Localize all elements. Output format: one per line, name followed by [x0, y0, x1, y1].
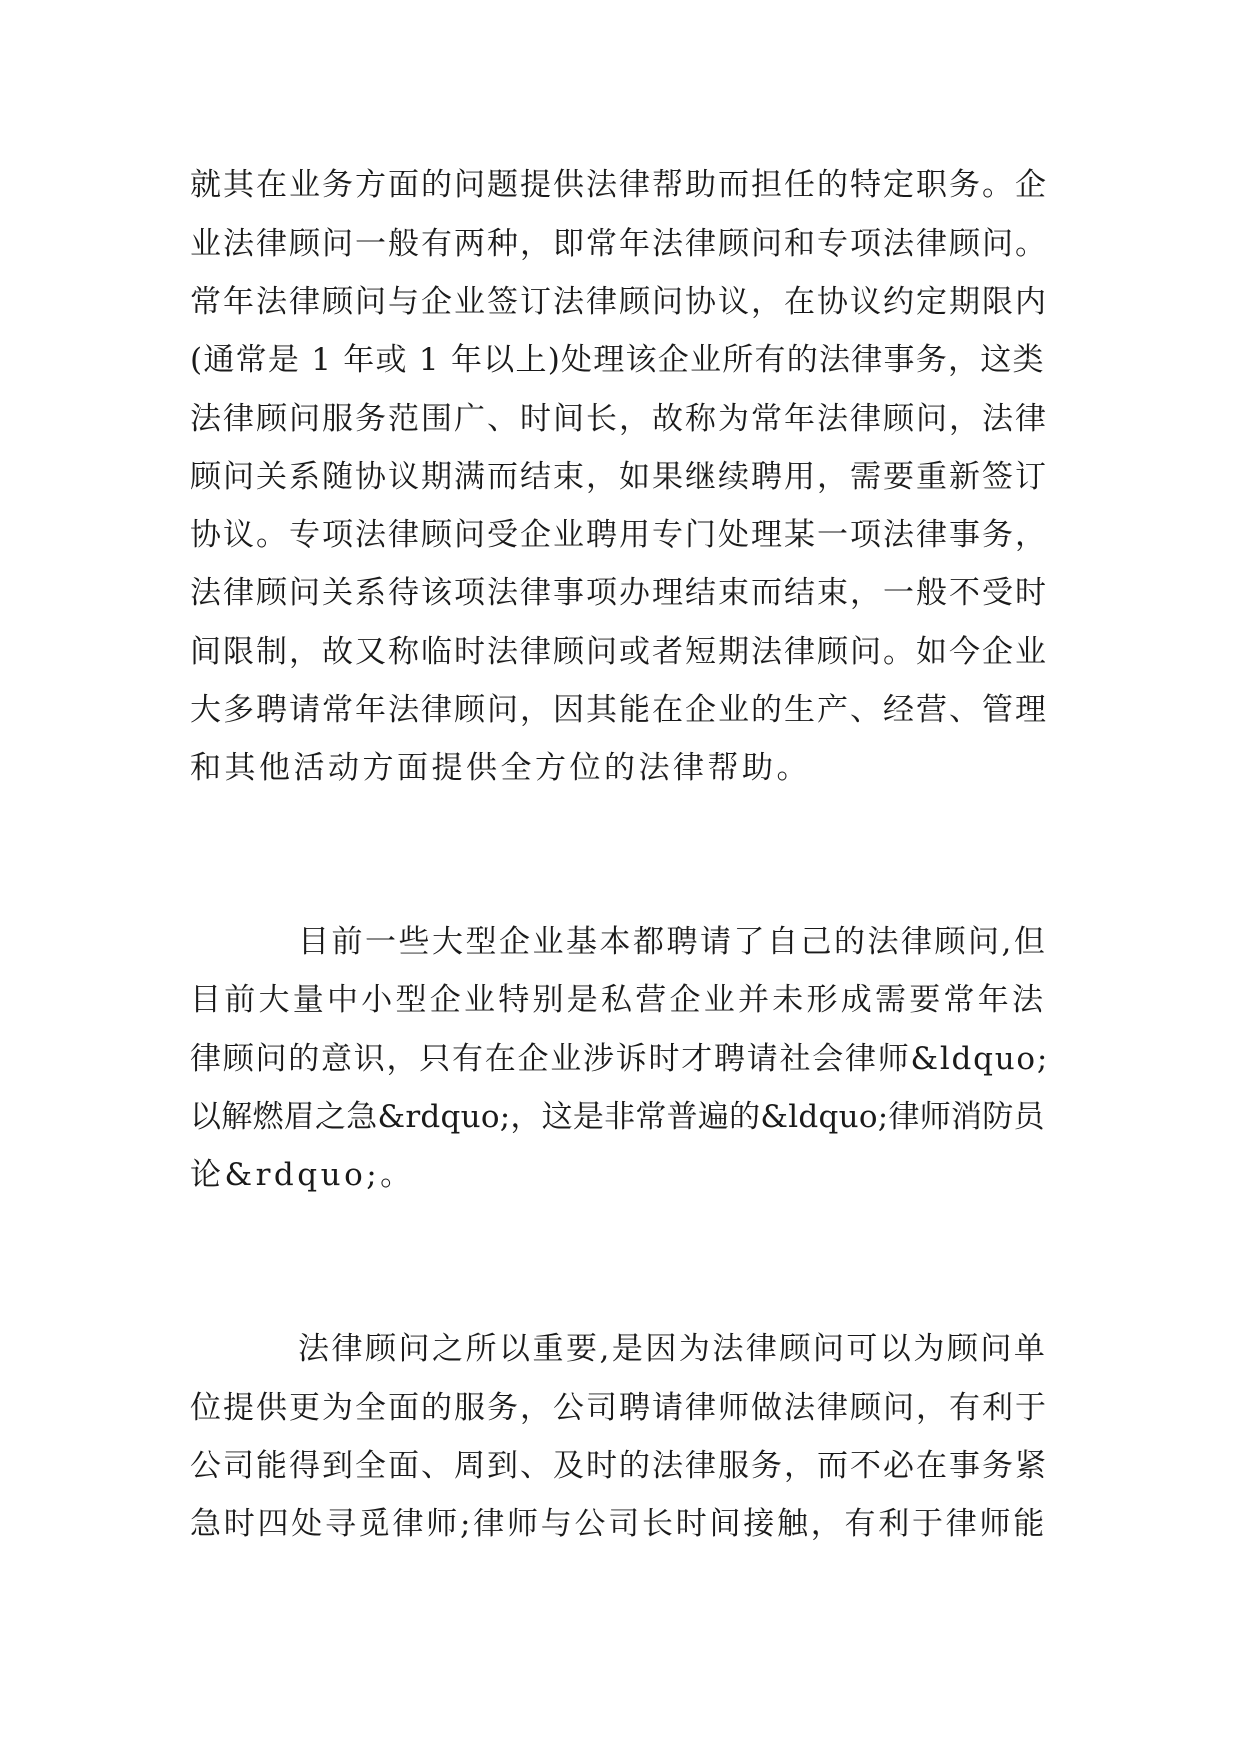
paragraph-1-line-11: 和其他活动方面提供全方位的法律帮助。 [190, 750, 811, 786]
paragraph-1-line-4: (通常是 1 年或 1 年以上)处理该企业所有的法律事务，这类 [190, 342, 1045, 378]
paragraph-2-line-5: 论&rdquo;。 [190, 1157, 415, 1193]
paragraph-3-line-4: 急时四处寻觅律师;律师与公司长时间接触，有利于律师能 [190, 1506, 1047, 1542]
paragraph-1-line-9: 间限制，故又称临时法律顾问或者短期法律顾问。如今企业 [190, 634, 1048, 670]
paragraph-2-line-4: 以解燃眉之急&rdquo;，这是非常普遍的&ldquo;律师消防员 [190, 1099, 1045, 1135]
paragraph-1-line-10: 大多聘请常年法律顾问，因其能在企业的生产、经营、管理 [190, 692, 1048, 728]
paragraph-3-line-2: 位提供更为全面的服务，公司聘请律师做法律顾问，有利于 [190, 1390, 1048, 1426]
paragraph-3-line-3: 公司能得到全面、周到、及时的法律服务，而不必在事务紧 [190, 1448, 1048, 1484]
paragraph-1-line-1: 就其在业务方面的问题提供法律帮助而担任的特定职务。企 [190, 167, 1048, 203]
paragraph-1-line-6: 顾问关系随协议期满而结束，如果继续聘用，需要重新签订 [190, 459, 1048, 495]
paragraph-2-line-2: 目前大量中小型企业特别是私营企业并未形成需要常年法 [190, 982, 1047, 1018]
paragraph-1-line-5: 法律顾问服务范围广、时间长，故称为常年法律顾问，法律 [190, 401, 1048, 437]
paragraph-1-line-3: 常年法律顾问与企业签订法律顾问协议，在协议约定期限内 [190, 284, 1048, 320]
paragraph-2-line-1: 目前一些大型企业基本都聘请了自己的法律顾问,但 [298, 924, 1048, 960]
paragraph-1-line-7: 协议。专项法律顾问受企业聘用专门处理某一项法律事务， [190, 517, 1048, 553]
paragraph-1-line-8: 法律顾问关系待该项法律事项办理结束而结束，一般不受时 [190, 575, 1048, 611]
paragraph-1-line-2: 业法律顾问一般有两种，即常年法律顾问和专项法律顾问。 [190, 226, 1048, 262]
paragraph-3-line-1: 法律顾问之所以重要,是因为法律顾问可以为顾问单 [298, 1331, 1048, 1367]
paragraph-2-line-3: 律顾问的意识，只有在企业涉诉时才聘请社会律师&ldquo; [190, 1041, 1050, 1077]
